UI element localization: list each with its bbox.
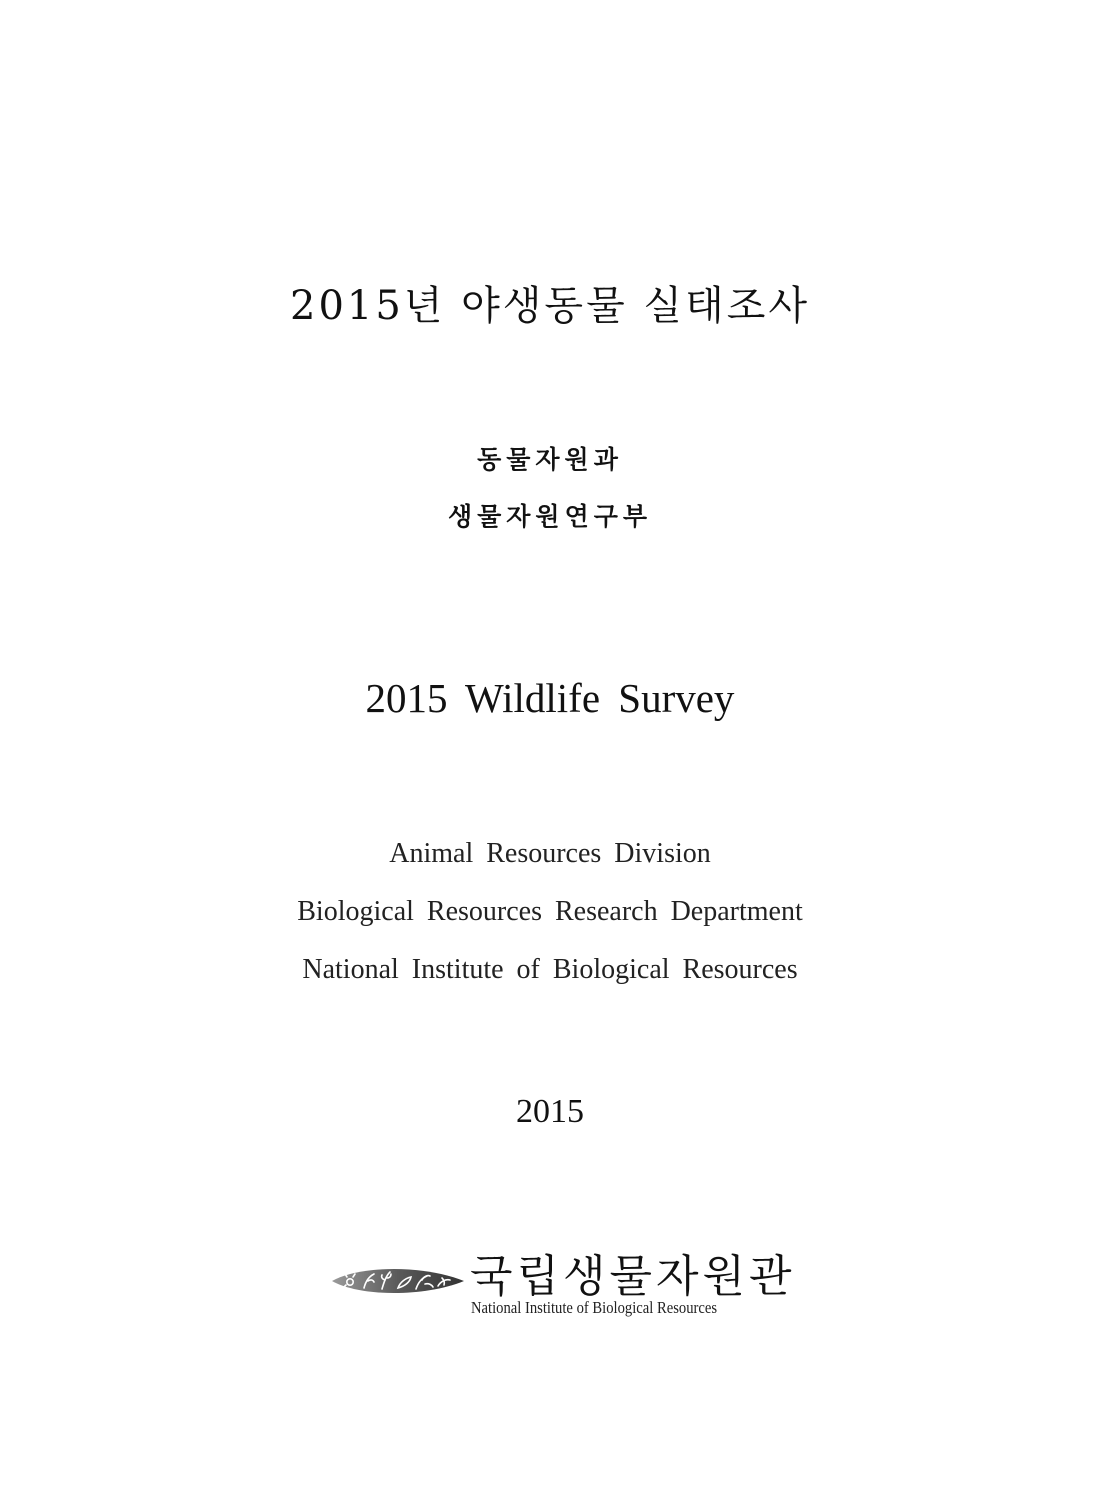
institute-korean-name: 국립생물자원관 [470, 1251, 796, 1302]
institute-logo [330, 1240, 796, 1330]
institute-english-name: National Institute of Biological Resources [471, 1298, 718, 1317]
korean-department: 생물자원연구부 [447, 502, 653, 531]
publication-year: 2015 [516, 1093, 584, 1130]
leaf-emblem-icon [330, 1264, 466, 1298]
english-institute: National Institute of Biological Resources [302, 954, 798, 985]
english-division: Animal Resources Division [389, 838, 711, 869]
korean-division: 동물자원과 [477, 445, 623, 474]
english-department: Biological Resources Research Department [297, 896, 803, 927]
english-title: 2015 Wildlife Survey [365, 675, 735, 721]
korean-title: 2015년 야생동물 실태조사 [290, 283, 810, 329]
